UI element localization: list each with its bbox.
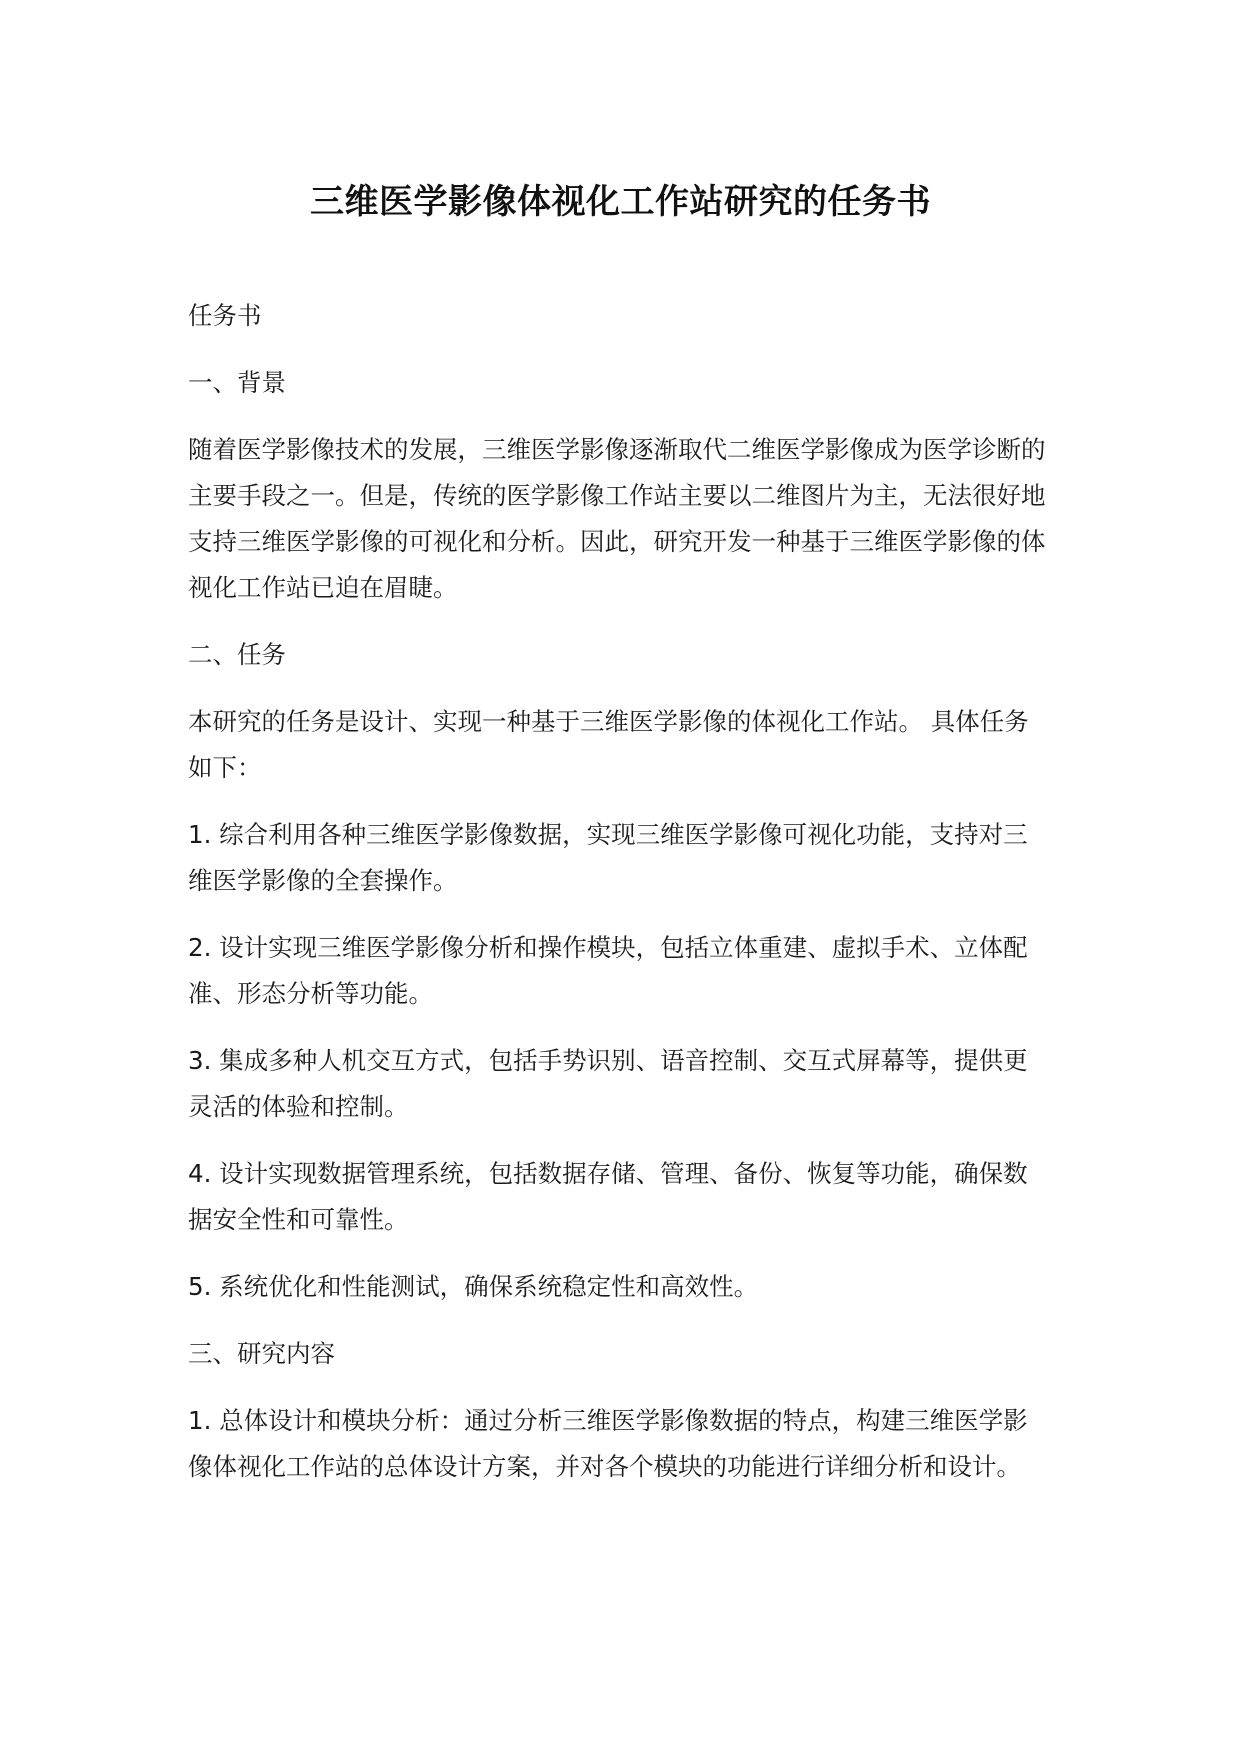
section-heading-background: 一、背景 <box>188 368 286 397</box>
task-item-4: 4. 设计实现数据管理系统，包括数据存储、管理、备份、恢复等功能，确保数据安全性和可靠性。 <box>188 1159 1028 1234</box>
section-heading-research-content: 三、研究内容 <box>188 1339 335 1368</box>
paragraph-background: 随着医学影像技术的发展，三维医学影像逐渐取代二维医学影像成为医学诊断的主要手段之一。但是，传统的医学影像工作站主要以二维图片为主，无法很好地支持三维医学影像的可视化和分析。因此，研究开发一种基于三维医学影像的体视化工作站已迫在眉睫。 <box>188 435 1046 602</box>
document-body <box>188 293 1048 1511</box>
section-heading-task: 二、任务 <box>188 640 286 669</box>
task-item-1: 1. 综合利用各种三维医学影像数据，实现三维医学影像可视化功能，支持对三维医学影像的全套操作。 <box>188 820 1028 895</box>
research-item-1: 1. 总体设计和模块分析：通过分析三维医学影像数据的特点，构建三维医学影像体视化工作站的总体设计方案，并对各个模块的功能进行详细分析和设计。 <box>188 1406 1028 1481</box>
task-item-2: 2. 设计实现三维医学影像分析和操作模块，包括立体重建、虚拟手术、立体配准、形态分析等功能。 <box>188 933 1028 1008</box>
task-item-3: 3. 集成多种人机交互方式，包括手势识别、语音控制、交互式屏幕等，提供更灵活的体验和控制。 <box>188 1046 1028 1121</box>
paragraph-task-intro: 本研究的任务是设计、实现一种基于三维医学影像的体视化工作站。 具体任务如下： <box>188 707 1029 782</box>
task-item-5: 5. 系统优化和性能测试，确保系统稳定性和高效性。 <box>188 1272 759 1301</box>
doc-label-task-book: 任务书 <box>188 301 262 330</box>
document-title: 三维医学影像体视化工作站研究的任务书 <box>310 182 931 222</box>
